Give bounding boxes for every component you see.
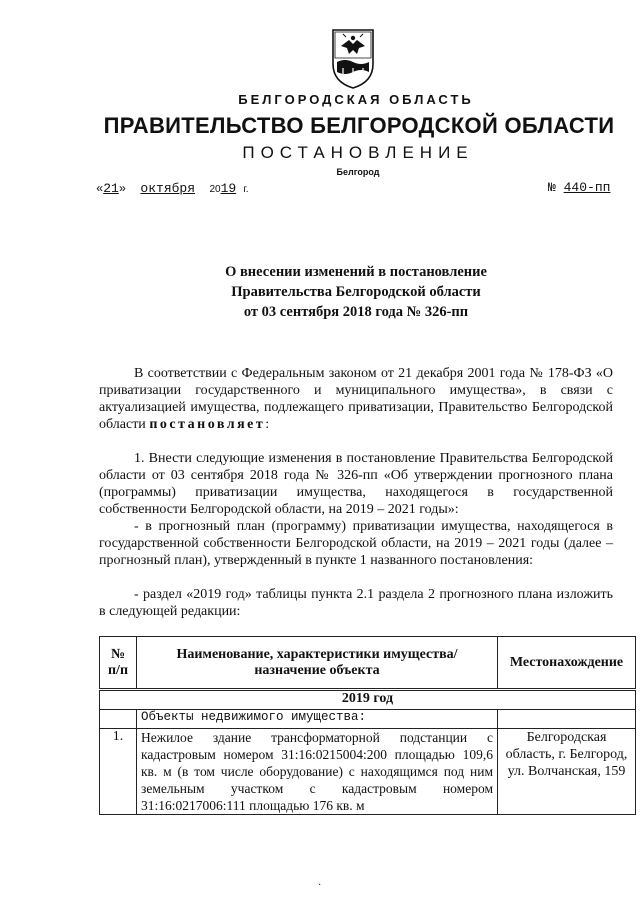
title-line-2: Правительства Белгородской области (231, 284, 481, 300)
group-location-cell (498, 710, 636, 729)
group-cell: Объекты недвижимого имущества: (137, 710, 498, 729)
privatization-table (99, 636, 636, 815)
document-title (0, 262, 640, 322)
number-prefix: № (548, 180, 556, 195)
date-day: 21 (103, 181, 119, 196)
table-row (100, 729, 636, 815)
row-location: Белгородская область, г. Белгород, ул. Волчанская, 159 (498, 729, 636, 815)
preamble-verb: постановляет (149, 417, 266, 432)
paragraph-item-1: 1. Внести следующие изменения в постановление Правительства Белгородской области от 03 сентября 2018 года № 326-пп «Об утверждении прогнозного плана (программы) приватизации имущества, находящегося в государственной собственности Белгородской области, на 2019 – 2021 годы»: (99, 451, 613, 517)
date-quote-open: « (96, 182, 104, 196)
group-num-cell (100, 710, 137, 729)
title-line-1: О внесении изменений в постановление (225, 264, 487, 280)
document-type: ПОСТАНОВЛЕНИЕ (242, 143, 474, 162)
number-value: 440-пп (563, 180, 611, 195)
row-num: 1. (100, 729, 137, 815)
date-year-suffix: 19 (220, 181, 237, 196)
date-month: октября (140, 181, 196, 196)
coat-of-arms-icon (329, 28, 377, 90)
paragraph-subitem-plan: - в прогнозный план (программу) приватизации имущества, находящегося в государственной собственности Белгородской области, на 2019 – 2021 годы (далее – прогнозный план), утвержденный в пункте 1 названного постановления: (99, 519, 613, 568)
city-name: Белгород (336, 167, 380, 177)
header-location: Местонахождение (498, 637, 636, 690)
decree-number (548, 180, 610, 195)
table-header-row (100, 637, 636, 690)
date-year-prefix: 20 (209, 184, 221, 195)
page-mark: · (318, 880, 322, 891)
table-year-row (100, 690, 636, 710)
row-name: Нежилое здание трансформаторной подстанции с кадастровым номером 31:16:0215004:200 площадью 109,6 кв. м (в том числе оборудование) с находящимся под ним земельным участком с кадастровым номером 31:16:0217006:111 площадью 176 кв. м (137, 729, 498, 815)
header-num: № п/п (100, 637, 137, 690)
year-cell: 2019 год (100, 690, 636, 710)
date-year-label: г. (243, 184, 249, 195)
region-name: БЕЛГОРОДСКАЯ ОБЛАСТЬ (238, 92, 474, 107)
preamble-text: В соответствии с Федеральным законом от 21 декабря 2001 года № 178-ФЗ «О приватизации государственного и муниципального имущества», в связи с актуализацией имущества, подлежащего приватизации, Правительство Белгородской области (99, 366, 613, 432)
paragraph-subitem-section: - раздел «2019 год» таблицы пункта 2.1 раздела 2 прогнозного плана изложить в следующей редакции: (99, 587, 613, 619)
government-name: ПРАВИТЕЛЬСТВО БЕЛГОРОДСКОЙ ОБЛАСТИ (103, 113, 615, 138)
paragraph-preamble (99, 365, 613, 433)
date-quote-close: » (118, 182, 127, 196)
decree-date (96, 181, 249, 196)
header-name: Наименование, характеристики имущества/ назначение объекта (137, 637, 498, 690)
preamble-colon: : (265, 417, 270, 432)
title-line-3: от 03 сентября 2018 года № 326-пп (243, 304, 469, 320)
table-group-row (100, 710, 636, 729)
coat-of-arms-emblem (329, 28, 377, 90)
